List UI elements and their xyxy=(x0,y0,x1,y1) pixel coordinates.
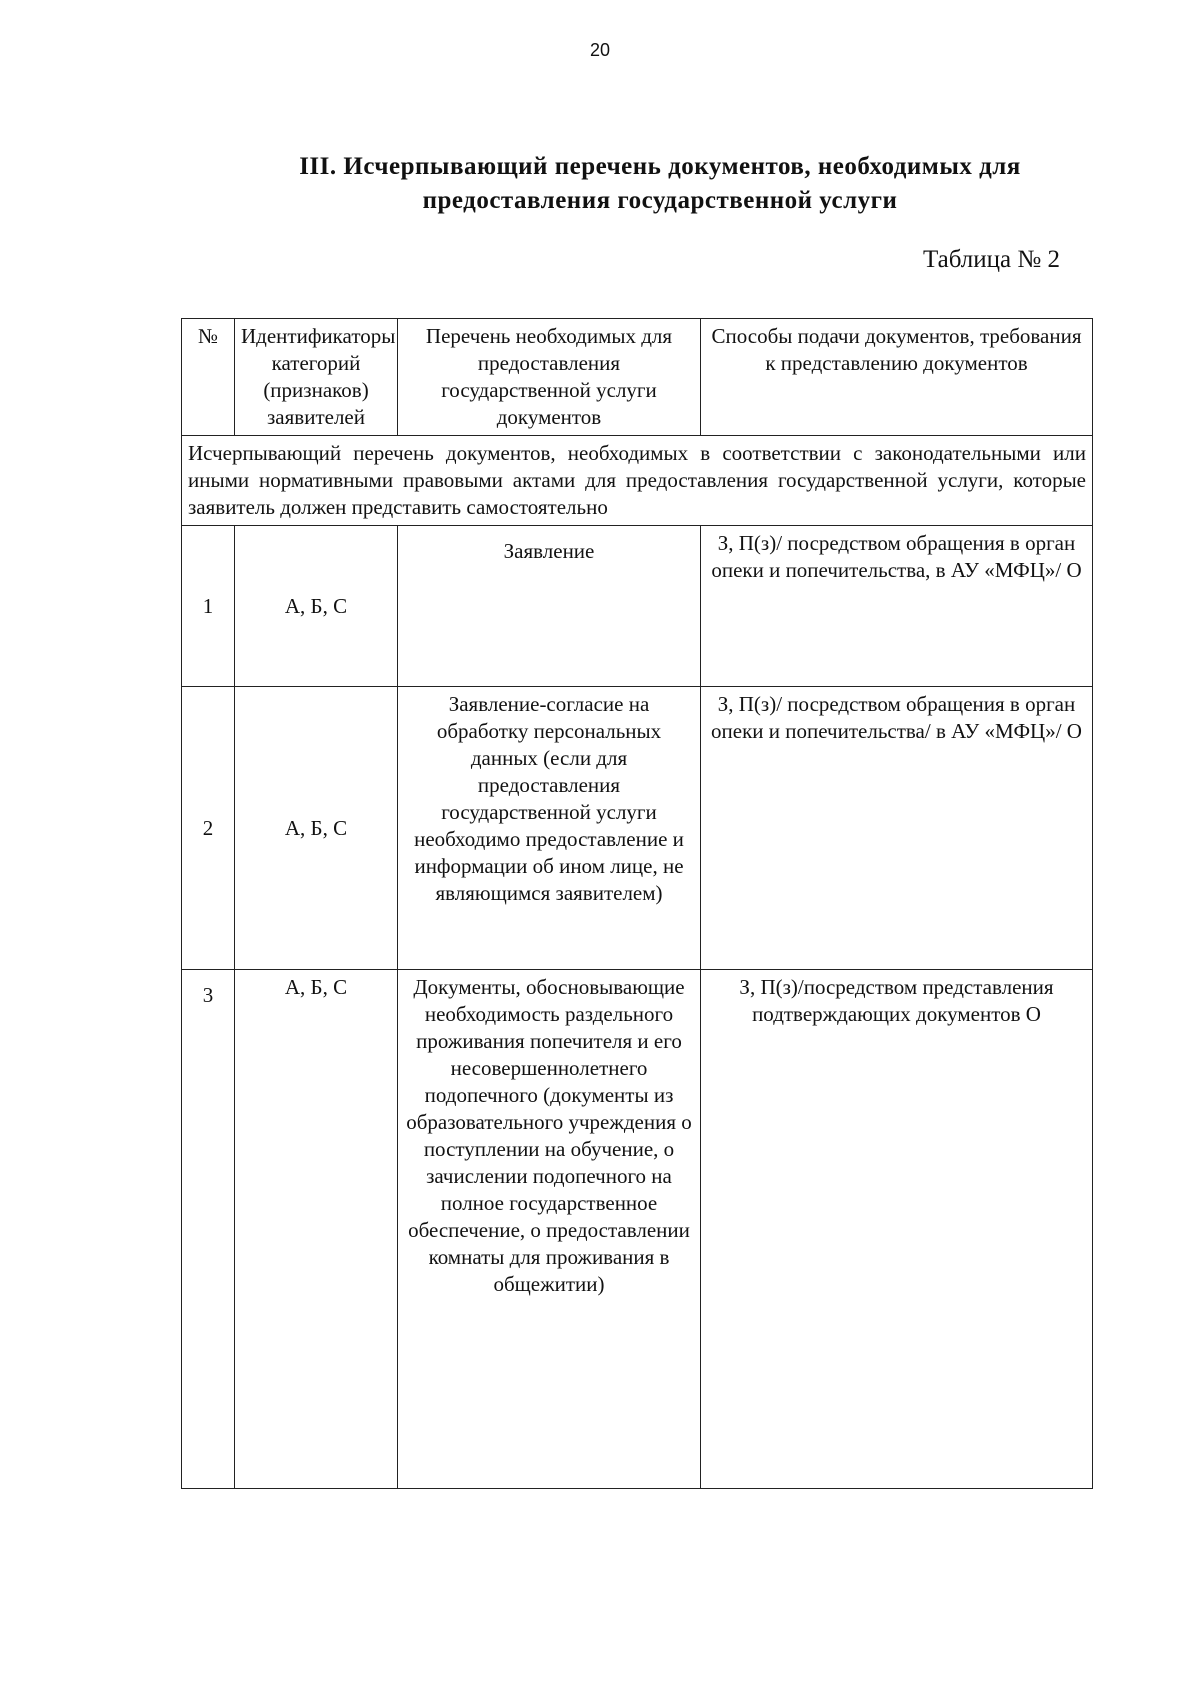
section-title-row xyxy=(182,436,1093,526)
row-num: 1 xyxy=(182,526,235,687)
row-document: Заявление-согласие на обработку персональных данных (если для предоставления государственной услуги необходимо предоставление и информации об ином лице, не являющимся заявителем) xyxy=(398,687,701,970)
table-header-row xyxy=(182,319,1093,436)
table-row xyxy=(182,970,1093,1489)
row-document: Документы, обосновывающие необходимость раздельного проживания попечителя и его несовершеннолетнего подопечного (документы из образовательного учреждения о поступлении на обучение, о зачислении подопечного на полное государственное обеспечение, о предоставлении комнаты для проживания в общежитии) xyxy=(398,970,701,1489)
table-label: Таблица № 2 xyxy=(922,246,1060,273)
row-ids: А, Б, С xyxy=(235,687,398,970)
header-ids: Идентификаторы категорий (признаков) заявителей xyxy=(235,319,398,436)
row-ids: А, Б, С xyxy=(235,526,398,687)
header-documents: Перечень необходимых для предоставления государственной услуги документов xyxy=(398,319,701,436)
header-methods: Способы подачи документов, требования к представлению документов xyxy=(701,319,1093,436)
heading-line-1: III. Исчерпывающий перечень документов, необходимых для xyxy=(299,153,1021,180)
section-heading xyxy=(230,150,1090,218)
table-row xyxy=(182,687,1093,970)
heading-line-2: предоставления государственной услуги xyxy=(422,187,898,214)
row-method: З, П(з)/ посредством обращения в орган опеки и попечительства, в АУ «МФЦ»/ О xyxy=(701,526,1093,687)
row-method: З, П(з)/ посредством обращения в орган опеки и попечительства/ в АУ «МФЦ»/ О xyxy=(701,687,1093,970)
section-title: Исчерпывающий перечень документов, необходимых в соответствии с законодательными или иными нормативными правовыми актами для предоставления государственной услуги, которые заявитель должен представить самостоятельно xyxy=(182,436,1093,526)
row-document: Заявление xyxy=(398,526,701,687)
page-number: 20 xyxy=(589,40,611,60)
row-method: З, П(з)/посредством представления подтверждающих документов О xyxy=(701,970,1093,1489)
documents-table xyxy=(181,318,1093,1489)
table-row xyxy=(182,526,1093,687)
header-num: № xyxy=(182,319,235,436)
row-num: 2 xyxy=(182,687,235,970)
row-num: 3 xyxy=(182,970,235,1489)
row-ids: А, Б, С xyxy=(235,970,398,1489)
